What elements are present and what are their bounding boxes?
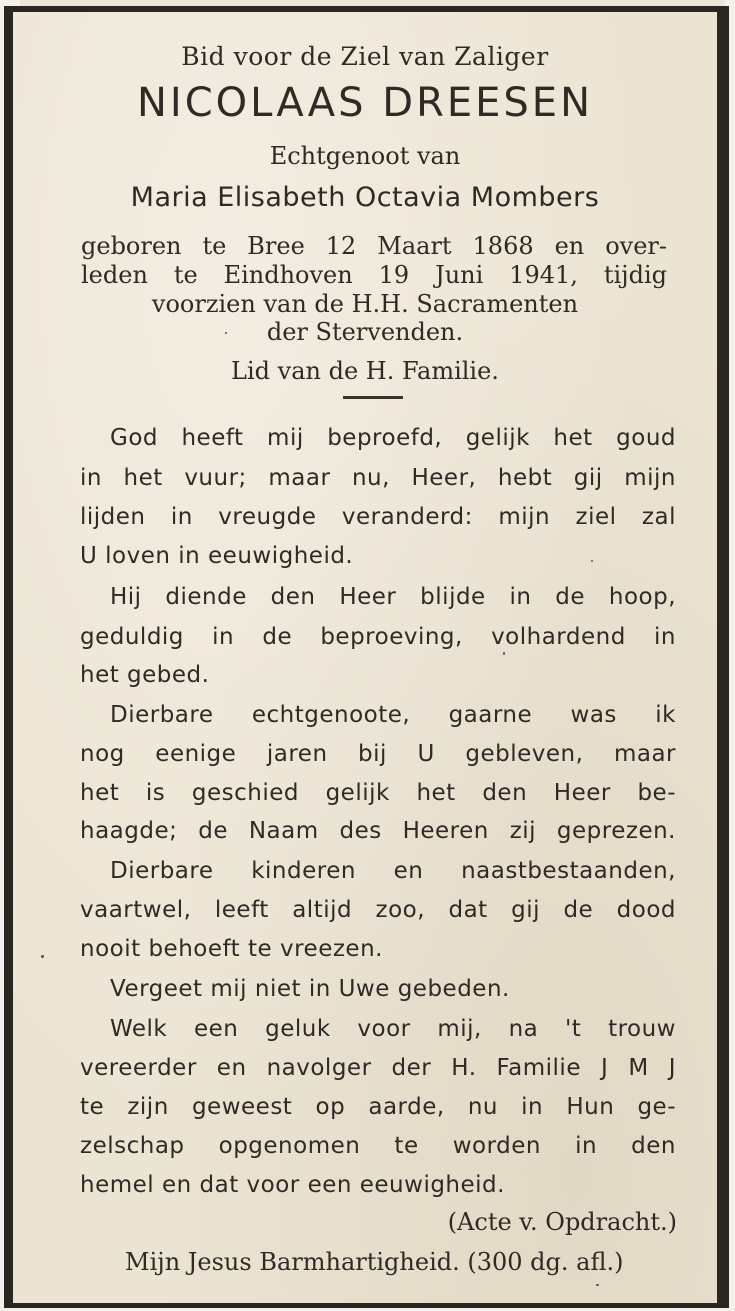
text-line: Vergeet mij niet in Uwe gebeden. [110,976,510,1002]
paper-speck [596,1284,599,1286]
text-line: haagde; de Naam des Heeren zij geprezen. [80,818,676,844]
text-line: nooit behoeft te vreezen. [80,936,383,962]
life-line-3: voorzien van de H.H. Sacramenten [151,290,579,318]
text-line: nog eenige jaren bij U gebleven, maar [80,741,676,767]
paper-speck [591,560,593,562]
text-line: U loven in eeuwigheid. [80,543,354,569]
text-line: geduldig in de beproeving, volhardend in [80,624,676,650]
spouse-name: Maria Elisabeth Octavia Mombers [130,182,600,213]
prayer-line: Mijn Jesus Barmhartigheid. (300 dg. afl.) [125,1248,624,1276]
text-line: hemel en dat voor een eeuwigheid. [80,1172,505,1198]
mourning-card [4,6,729,1308]
text-line: het is geschied gelijk het den Heer be- [80,780,676,806]
text-line: God heeft mij beproefd, gelijk het goud [110,425,676,451]
life-line-1: geboren te Bree 12 Maart 1868 en over- [81,232,667,260]
paper-speck [225,332,227,334]
text-line: in het vuur; maar nu, Heer, hebt gij mijn [80,465,676,491]
text-line: Dierbare echtgenoote, gaarne was ik [110,702,676,728]
opening-line: Bid voor de Ziel van Zaliger [181,42,549,71]
text-line: het gebed. [80,662,210,688]
life-line-2: leden te Eindhoven 19 Juni 1941, tijdig [81,261,667,289]
membership-line: Lid van de H. Familie. [231,357,499,385]
card-paper [13,12,717,1303]
text-line: Dierbare kinderen en naastbestaanden, [110,858,676,884]
text-line: Welk een geluk voor mij, na 't trouw [110,1016,676,1042]
source-note: (Acte v. Opdracht.) [447,1208,677,1236]
text-line: lijden in vreugde veranderd: mijn ziel zal [80,504,676,530]
text-line: Hij diende den Heer blijde in de hoop, [110,584,676,610]
deceased-name: NICOLAAS DREESEN [136,80,593,126]
text-line: vaartwel, leeft altijd zoo, dat gij de dood [80,897,676,923]
spouse-intro: Echtgenoot van [269,142,461,170]
text-line: vereerder en navolger der H. Familie J M J [80,1055,676,1081]
paper-speck [503,652,505,655]
separator-rule [343,396,403,399]
life-line-4: der Stervenden. [266,318,464,346]
paper-speck [41,955,44,958]
text-line: te zijn geweest op aarde, nu in Hun ge- [80,1094,676,1120]
text-line: zelschap opgenomen te worden in den [80,1133,676,1159]
